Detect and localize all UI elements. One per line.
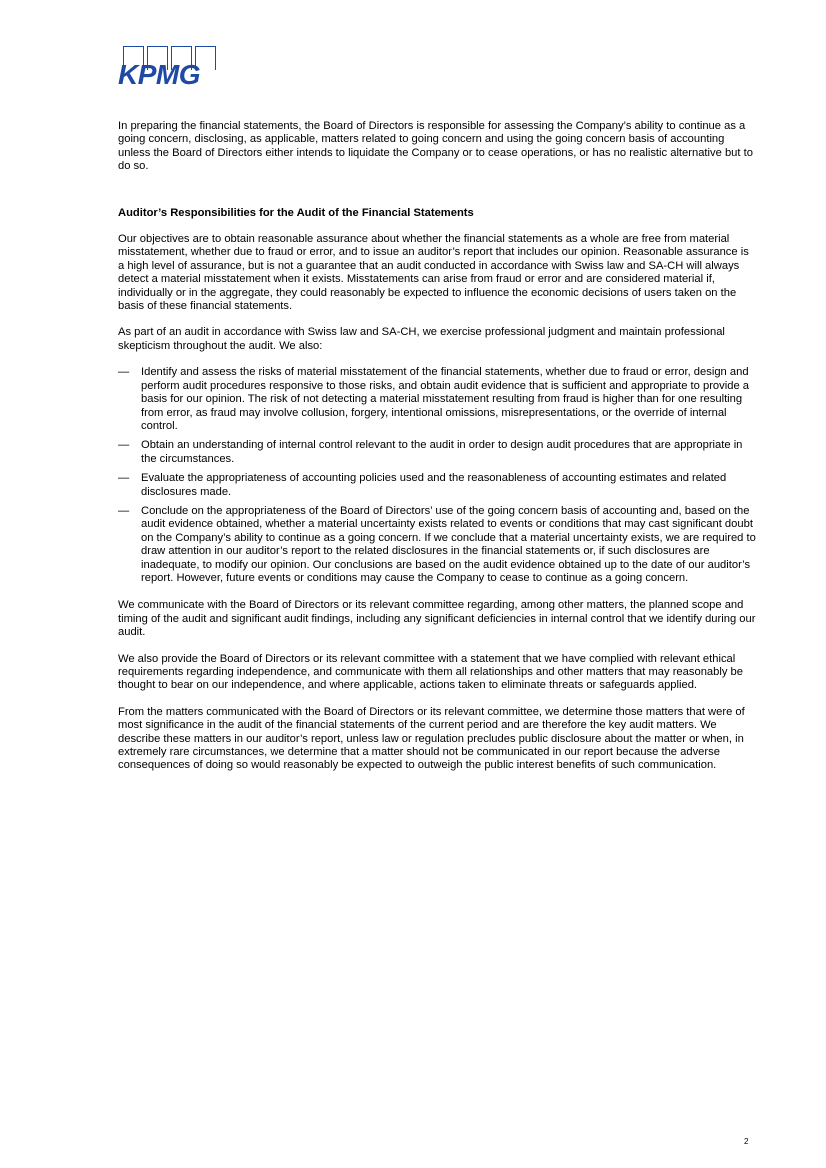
objectives-paragraph: Our objectives are to obtain reasonable assurance about whether the financial statements as a whole are free from material misstatement, whether due to fraud or error, and to issue an auditor’s report that includes our opinion. Reasonable assurance is a high level of assurance, but is not a guarantee that an audit conducted in accordance with Swiss law and SA-CH will always detect a material misstatement when it exists. Misstatements can arise from fraud or error and are considered material if, individually or in the aggregate, they could reasonably be expected to influence the economic decisions of users taken on the basis of these financial statements.: [118, 233, 749, 313]
intro-paragraph: In preparing the financial statements, the Board of Directors is responsible for assessing the Company’s ability to continue as a going concern, disclosing, as applicable, matters related to going concern and using the going concern basis of accounting unless the Board of Directors either intends to liquidate the Company or to cease operations, or has no realistic alternative but to do so.: [118, 120, 753, 173]
list-item: [118, 505, 758, 585]
list-item-text: Evaluate the appropriateness of accounting policies used and the reasonableness of accounting estimates and related disclosures made.: [141, 472, 727, 498]
responsibility-list: [118, 366, 758, 585]
dash-bullet: —: [118, 504, 130, 517]
list-item-text: Identify and assess the risks of material misstatement of the financial statements, whether due to fraud or error, design and perform audit procedures responsive to those risks, and obtain audit evidence that is sufficient and appropriate to provide a basis for our opinion. The risk of not detecting a material misstatement resulting from fraud is higher than for one resulting from error, as fraud may involve collusion, forgery, intentional omissions, misrepresentations, or the override of internal control.: [141, 366, 750, 432]
audit-practice-paragraph: As part of an audit in accordance with Swiss law and SA-CH, we exercise professional judgment and maintain professional skepticism throughout the audit. We also:: [118, 326, 725, 352]
logo-wordmark: KPMG: [118, 59, 200, 90]
list-item: [118, 472, 758, 499]
dash-bullet: —: [118, 472, 130, 485]
key-audit-matters-paragraph: From the matters communicated with the Board of Directors or its relevant committee, we determine those matters that were of most significance in the audit of the financial statements of the current period and are therefore the key audit matters. We describe these matters in our auditor’s report, unless law or regulation precludes public disclosure about the matter or when, in extremely rare circumstances, we determine that a matter should not be communicated in our report because the adverse consequences of doing so would reasonably be expected to outweigh the public interest benefits of such communication.: [118, 705, 745, 772]
list-item-text: Conclude on the appropriateness of the Board of Directors’ use of the going concern basis of accounting and, based on the audit evidence obtained, whether a material uncertainty exists related to events or conditions that may cast significant doubt on the Company’s ability to continue as a going concern. If we conclude that a material uncertainty exists, we are required to draw attention in our auditor’s report to the related disclosures in the financial statements or, if such disclosures are inadequate, to modify our opinion. Our conclusions are based on the audit evidence obtained up to the date of our auditor’s report. However, future events or conditions may cause the Company to cease to continue as a going concern.: [141, 504, 756, 584]
communication-paragraph: We communicate with the Board of Directors or its relevant committee regarding, among other matters, the planned scope and timing of the audit and significant audit findings, including any significant deficiencies in internal control that we identify during our audit.: [118, 599, 756, 639]
independence-paragraph: We also provide the Board of Directors or its relevant committee with a statement that we have complied with relevant ethical requirements regarding independence, and communicate with them all relationships and other matters that may reasonably be thought to bear on our independence, and where applicable, actions taken to eliminate threats or safeguards applied.: [118, 652, 743, 692]
list-item: [118, 439, 758, 466]
dash-bullet: —: [118, 439, 130, 452]
page-number: 2: [744, 1137, 749, 1146]
list-item-text: Obtain an understanding of internal control relevant to the audit in order to design audit procedures that are appropriate in the circumstances.: [141, 439, 743, 465]
report-body: [118, 120, 758, 786]
kpmg-logo: [118, 46, 218, 92]
dash-bullet: —: [118, 366, 130, 379]
list-item: [118, 366, 758, 433]
section-heading: Auditor’s Responsibilities for the Audit of the Financial Statements: [118, 206, 474, 219]
